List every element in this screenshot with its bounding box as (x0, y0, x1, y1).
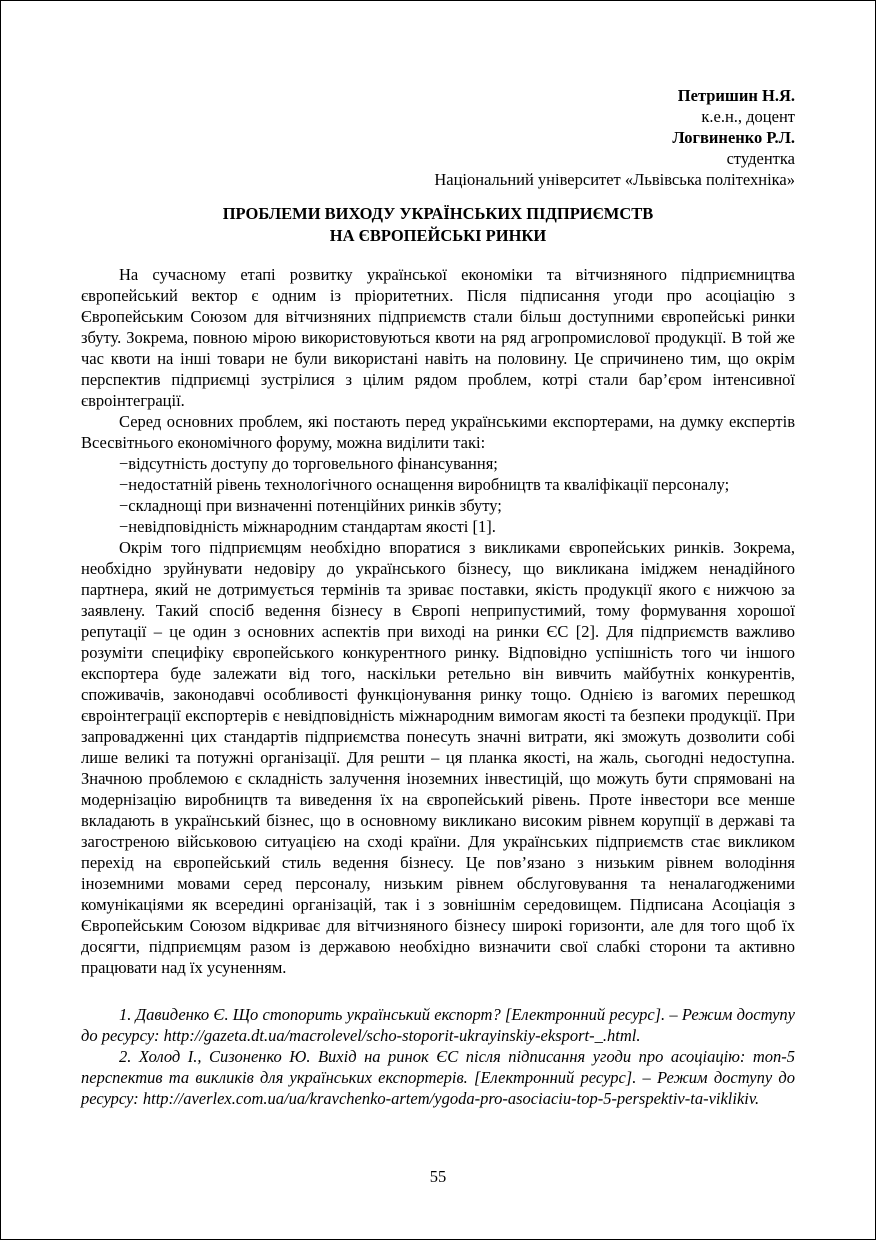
list-item: −відсутність доступу до торговельного фінансування; (119, 454, 498, 473)
paragraph: Окрім того підприємцям необхідно впоратися з викликами європейських ринків. Зокрема, необхідно зруйнувати недовіру до українського бізнесу, що викликана іміджем ненадійного партнера, який не дотримується термінів та зриває поставки, якість продукції якого є нижчою за заявлену. Такий спосіб ведення бізнесу в Європі неприпустимий, тому формування хорошої репутації – це один з основних аспектів при виході на ринки ЄС [2]. Для підприємств важливо розуміти специфіку європейського конкурентного ринку. Відповідно успішність того чи іншого експортера буде залежати від того, наскільки ретельно він вивчить майбутніх конкурентів, споживачів, законодавчі особливості функціонування ринку тощо. Однією із вагомих перешкод євроінтеграції експортерів є невідповідність міжнародним вимогам якості та безпеки продукції. При запровадженні цих стандартів підприємства понесуть значні витрати, які зможуть дозволити собі лише великі та потужні організації. Для решти – ця планка якості, на жаль, сьогодні недоступна. Значною проблемою є складність залучення іноземних інвестицій, що можуть бути спрямовані на модернізацію виробництв та виведення їх на європейський рівень. Проте інвестори все менше вкладають в український бізнес, що в основному викликано високим рівнем корупції в державі та загостреною військовою ситуацією на сході країни. Для українських підприємств стає викликом перехід на європейський стиль ведення бізнесу. Це пов’язано з низьким рівнем володіння іноземними мовами серед персоналу, низьким рівнем обслуговування та неналагодженими комунікаціями як всередині організацій, так і з зовнішнім середовищем. Підписана Асоціація з Європейським Союзом відкриває для вітчизняного бізнесу широкі горизонти, але для того щоб їх досягти, підприємцям разом із державою необхідно визначити свої слабкі сторони та активно працювати над їх усуненням. (81, 538, 795, 977)
author-block (81, 85, 795, 190)
paper-title (81, 203, 795, 247)
author-name: Логвиненко Р.Л. (672, 128, 795, 147)
page-number: 55 (429, 1167, 447, 1186)
list-item: −складнощі при визначенні потенційних ринків збуту; (119, 496, 502, 515)
paragraph: Серед основних проблем, які постають перед українськими експортерами, на думку експертів Всесвітнього економічного форуму, можна виділити такі: (81, 412, 795, 452)
reference-item: 1. Давиденко Є. Що стопорить український експорт? [Електронний ресурс]. – Режим доступу до ресурсу: http://gazeta.dt.ua/macrolevel/scho-stoporit-ukrayinskiy-eksport-_.html. (81, 1005, 795, 1045)
paper-title-line2: НА ЄВРОПЕЙСЬКІ РИНКИ (329, 226, 547, 245)
paper-title-line1: ПРОБЛЕМИ ВИХОДУ УКРАЇНСЬКИХ ПІДПРИЄМСТВ (222, 204, 654, 223)
list-item: −недостатній рівень технологічного оснащення виробництв та кваліфікації персоналу; (119, 475, 730, 494)
affiliation: Національний університет «Львівська політехніка» (434, 170, 795, 189)
author-role: студентка (726, 149, 795, 168)
list-item: −невідповідність міжнародним стандартам якості [1]. (119, 517, 496, 536)
article-body (81, 264, 795, 978)
paragraph: На сучасному етапі розвитку української економіки та вітчизняного підприємництва європейський вектор є одним із пріоритетних. Після підписання угоди про асоціацію з Європейським Союзом для вітчизняних підприємств стали більш доступними європейські ринки збуту. Зокрема, повною мірою використовуються квоти на ряд агропромислової продукції. В той же час квоти на інші товари не були використані навіть на половину. Це спричинено тим, що окрім перспектив підприємці зустрілися з цілим рядом проблем, котрі стали бар’єром інтенсивної євроінтеграції. (81, 265, 795, 410)
references-section (81, 1004, 795, 1109)
author-role: к.е.н., доцент (701, 107, 795, 126)
reference-item: 2. Холод І., Сизоненко Ю. Вихід на ринок ЄС після підписання угоди про асоціацію: топ-5 перспектив та викликів для українських експортерів. [Електронний ресурс]. – Режим доступу до ресурсу: http://averlex.com.ua/ua/kravchenko-artem/ygoda-pro-asociaciu-top-5-perspektiv-ta-viklikiv. (81, 1047, 795, 1108)
author-name: Петришин Н.Я. (677, 86, 795, 105)
